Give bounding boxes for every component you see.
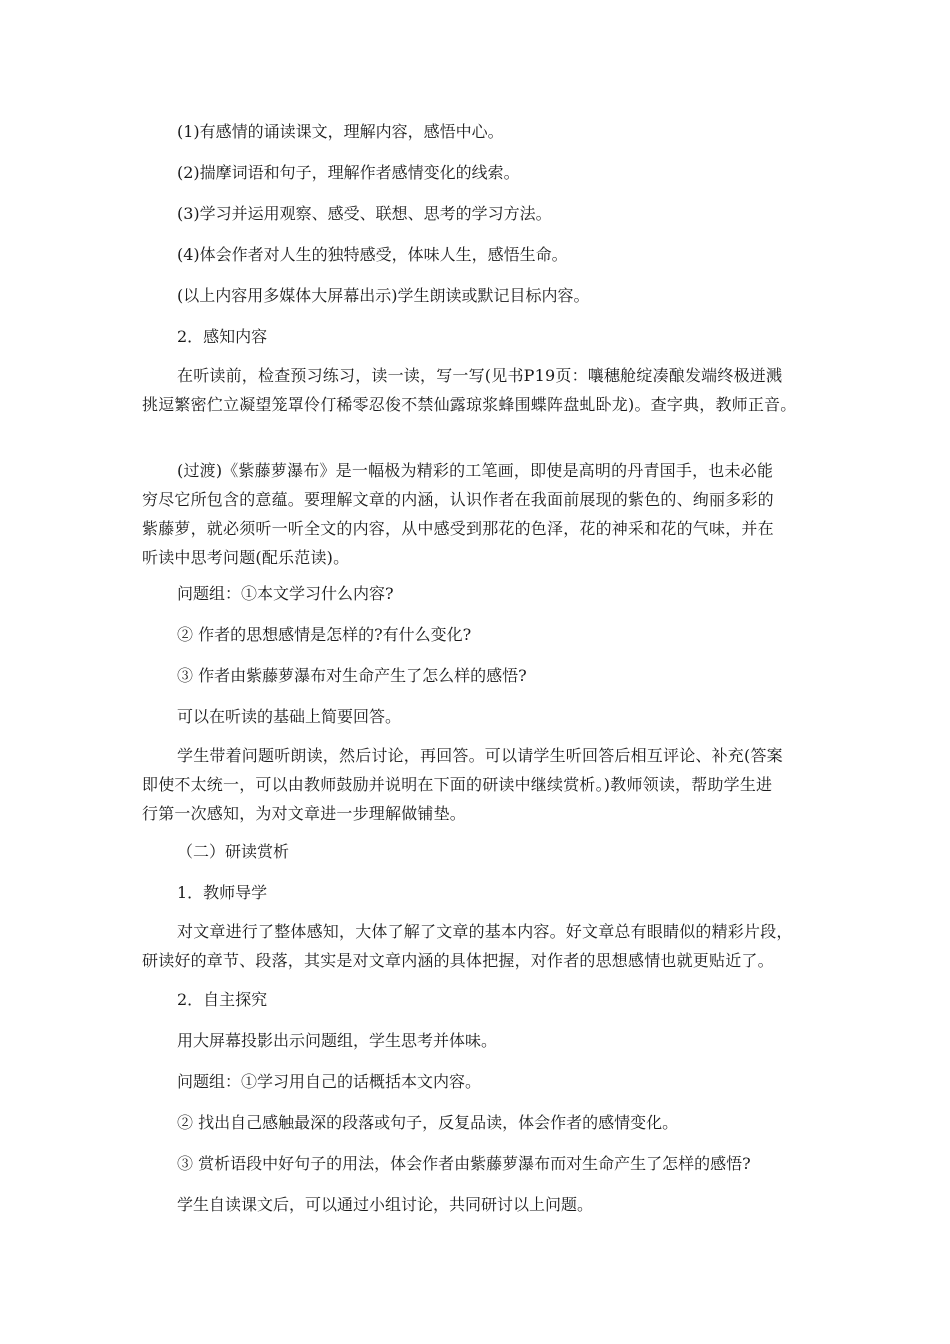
objectives-note: (以上内容用多媒体大屏幕出示)学生朗读或默记目标内容。 xyxy=(177,286,590,305)
objective-3: (3)学习并运用观察、感受、联想、思考的学习方法。 xyxy=(177,204,552,223)
preview-paragraph xyxy=(142,361,818,419)
question-group-2-item-2: ② 找出自己感触最深的段落或句子，反复品读，体会作者的感情变化。 xyxy=(177,1113,679,1132)
question-group-2-item-3: ③ 赏析语段中好句子的用法，体会作者由紫藤萝瀑布而对生命产生了怎样的感悟? xyxy=(177,1154,751,1173)
part-2-heading: （二）研读赏析 xyxy=(177,842,290,861)
transition-line-2: 穷尽它所包含的意蕴。要理解文章的内涵，认识作者在我面前展现的紫色的、绚丽多彩的 xyxy=(142,490,774,509)
question-group-1-item-3: ③ 作者由紫藤萝瀑布对生命产生了怎么样的感悟? xyxy=(177,666,527,685)
self-explore-heading: 2．自主探究 xyxy=(177,990,268,1009)
discussion-line-3: 行第一次感知，为对文章进一步理解做铺垫。 xyxy=(142,804,467,823)
transition-line-4: 听读中思考问题(配乐范读)。 xyxy=(142,548,350,567)
discussion-line-2: 即使不太统一，可以由教师鼓励并说明在下面的研读中继续赏析。)教师领读，帮助学生进 xyxy=(142,775,773,794)
teacher-guide-line-2: 研读好的章节、段落，其实是对文章内涵的具体把握，对作者的思想感情也就更贴近了。 xyxy=(142,951,774,970)
question-group-2-item-1: 问题组：①学习用自己的话概括本文内容。 xyxy=(177,1072,482,1091)
transition-paragraph xyxy=(142,456,818,572)
preview-line-2: 挑逗繁密伫立凝望笼罩伶仃稀零忍俊不禁仙露琼浆蜂围蝶阵盘虬卧龙)。查字典，教师正音。 xyxy=(142,395,797,414)
teacher-guide-heading: 1．教师导学 xyxy=(177,883,268,902)
discussion-line-1: 学生带着问题听朗读，然后讨论，再回答。可以请学生听回答后相互评论、补充(答案 xyxy=(177,746,783,765)
transition-line-3: 紫藤萝，就必须听一听全文的内容，从中感受到那花的色泽，花的神采和花的气味，并在 xyxy=(142,519,774,538)
brief-answer-note: 可以在听读的基础上简要回答。 xyxy=(177,707,402,726)
question-group-1-item-2: ② 作者的思想感情是怎样的?有什么变化? xyxy=(177,625,472,644)
group-discussion-note: 学生自读课文后，可以通过小组讨论，共同研讨以上问题。 xyxy=(177,1195,594,1214)
question-group-1-item-1: 问题组：①本文学习什么内容? xyxy=(177,584,394,603)
teacher-guide-paragraph xyxy=(142,917,818,975)
objective-1: (1)有感情的诵读课文，理解内容，感悟中心。 xyxy=(177,122,504,141)
projection-note: 用大屏幕投影出示问题组，学生思考并体味。 xyxy=(177,1031,498,1050)
transition-line-1: (过渡)《紫藤萝瀑布》是一幅极为精彩的工笔画，即使是高明的丹青国手，也未必能 xyxy=(177,461,774,480)
objective-2: (2)揣摩词语和句子，理解作者感情变化的线索。 xyxy=(177,163,520,182)
section-heading-perceive: 2．感知内容 xyxy=(177,327,268,346)
objective-4: (4)体会作者对人生的独特感受，体味人生，感悟生命。 xyxy=(177,245,568,264)
teacher-guide-line-1: 对文章进行了整体感知，大体了解了文章的基本内容。好文章总有眼睛似的精彩片段， xyxy=(177,922,793,941)
preview-line-1: 在听读前，检查预习练习，读一读，写一写(见书P19页：嚷穗舱绽凑酿发端终极迸溅 xyxy=(177,366,783,385)
discussion-paragraph xyxy=(142,741,818,828)
